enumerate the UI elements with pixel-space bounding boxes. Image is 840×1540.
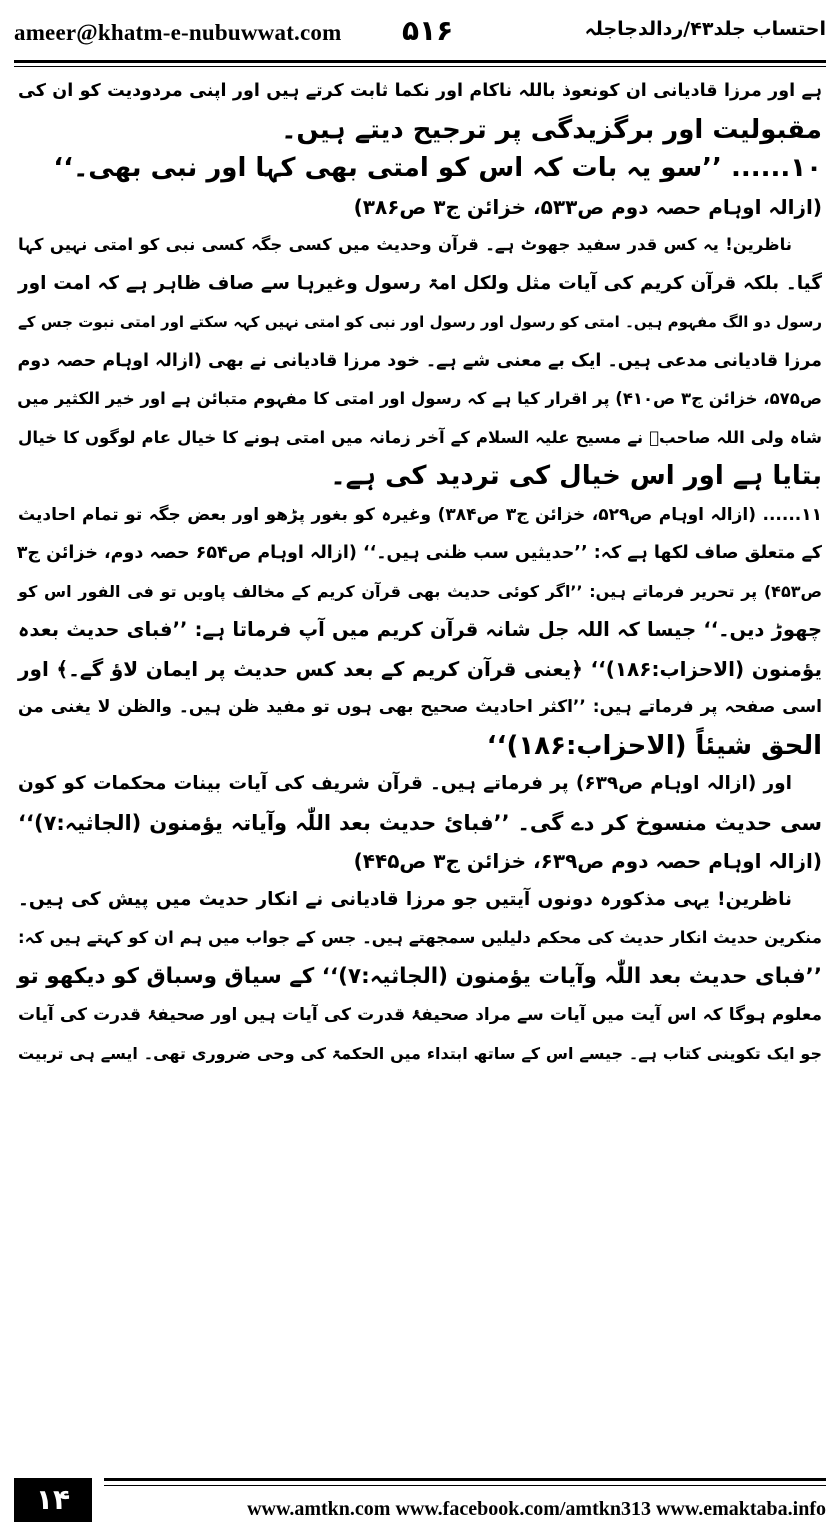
footer-websites: www.amtkn.com www.facebook.com/amtkn313 www.emaktaba.info xyxy=(247,1498,826,1520)
text-line: ناظرین! یہ کس قدر سفید جھوٹ ہے۔ قرآن وحدیث میں کسی جگہ کسی نبی کو امتی نہیں کہا xyxy=(18,235,792,254)
numbered-item-10: ۱۰...... ’’سو یہ بات کہ اس کو امتی بھی کہا اور نبی بھی۔‘‘ xyxy=(53,153,822,183)
body-text xyxy=(18,72,822,1462)
text-line: مقبولیت اور برگزیدگی پر ترجیح دیتے ہیں۔ xyxy=(281,114,822,145)
text-line: ص۵۷۵، خزائن ج۳ ص۴۱۰) پر اقرار کیا ہے کہ رسول اور امتی کا مفہوم متبائن ہے اور خیر الکثیر میں xyxy=(17,389,822,408)
reference-line: (ازالہ اوہام حصہ دوم ص۶۳۹، خزائن ج۳ ص۴۴۵) xyxy=(353,849,822,873)
footer-rule-thin xyxy=(104,1485,826,1486)
text-line: گیا۔ بلکہ قرآن کریم کی آیات مثل ولکل امۃ رسول وغیرہا سے صاف ظاہر ہے کہ امت اور xyxy=(18,272,822,294)
text-line: یؤمنون (الاحزاب:۱۸۶)‘‘ ﴿یعنی قرآن کریم کے بعد کس حدیث پر ایمان لاؤ گے۔﴾ اور xyxy=(18,656,822,681)
text-line: اور (ازالہ اوہام ص۶۳۹) پر فرماتے ہیں۔ قرآن شریف کی آیات بینات محکمات کو کون xyxy=(18,773,792,794)
running-title: احتساب جلد۴۳/ردالدجاجلہ xyxy=(584,18,826,40)
text-line: سی حدیث منسوخ کر دے گی۔ ’’فبایٔ حدیث بعد اللّٰہ وآیاتہ یؤمنون (الجاثیہ:۷)‘‘ xyxy=(18,810,822,835)
text-line: معلوم ہوگا کہ اس آیت میں آیات سے مراد صحیفۂ قدرت کی آیات ہیں اور صحیفۂ قدرت کی آیات xyxy=(18,1005,822,1025)
footer-page-number: ۱۴ xyxy=(14,1478,92,1522)
header-rule-thin xyxy=(14,66,826,67)
text-line: رسول دو الگ مفہوم ہیں۔ امتی کو رسول اور رسول اور نبی کو امتی نہیں کہہ سکتے اور امتی نبوت جس کے xyxy=(18,313,822,331)
text-line: ناظرین! یہی مذکورہ دونوں آیتیں جو مرزا قادیانی نے انکار حدیث میں پیش کی ہیں۔ xyxy=(18,888,792,910)
text-line: بتایا ہے اور اس خیال کی تردید کی ہے۔ xyxy=(330,461,822,491)
text-line: کے متعلق صاف لکھا ہے کہ: ’’حدیثیں سب ظنی ہیں۔‘‘ (ازالہ اوہام ص۶۵۴ حصہ دوم، خزائن ج۳ xyxy=(16,543,822,563)
text-line: شاہ ولی اللہ صاحبؒ نے مسیح علیہ السلام کے آخر زمانہ میں امتی ہونے کا خیال عام لوگوں کا خیال xyxy=(18,427,822,447)
text-line: مرزا قادیانی مدعی ہیں۔ ایک بے معنی شے ہے۔ خود مرزا قادیانی نے بھی (ازالہ اوہام حصہ دوم xyxy=(17,350,822,371)
header-rule xyxy=(14,60,826,63)
text-line: جو ایک تکوینی کتاب ہے۔ جیسے اس کے ساتھ ابتداء میں الحکمۃ کی وحی ضروری تھی۔ ایسے ہی تربیت xyxy=(18,1043,822,1063)
text-line: منکرین حدیث انکار حدیث کی محکم دلیلیں سمجھتے ہیں۔ جس کے جواب میں ہم ان کو کہتے ہیں کہ: xyxy=(18,928,822,947)
page-header xyxy=(14,14,826,60)
header-page-number: ۵۱۶ xyxy=(402,14,454,47)
text-line: ص۴۵۳) پر تحریر فرماتے ہیں: ’’اگر کوئی حدیث بھی قرآن کریم کے مخالف پاویں تو فی الفور اس کو xyxy=(18,581,822,601)
text-line: ’’فبای حدیث بعد اللّٰہ وآیات یؤمنون (الجاثیہ:۷)‘‘ کے سیاق وسباق کو دیکھو تو xyxy=(17,963,822,989)
numbered-item-11: ۱۱...... (ازالہ اوہام ص۵۲۹، خزائن ج۳ ص۳۸۴) وغیرہ کو بغور پڑھو اور بعض جگہ تو تمام احادیث xyxy=(18,504,822,525)
header-email: ameer@khatm-e-nubuwwat.com xyxy=(14,20,342,45)
footer-rule xyxy=(104,1478,826,1481)
text-line: ہے اور مرزا قادیانی ان کونعوذ باللہ ناکام اور نکما ثابت کرتے ہیں اور اپنی مردودیت کو ان کی xyxy=(18,81,822,101)
page-footer xyxy=(14,1478,826,1530)
text-line: الحق شیئاً (الاحزاب:۱۸۶)‘‘ xyxy=(486,730,822,761)
text-line: اسی صفحہ پر فرماتے ہیں: ’’اکثر احادیث صحیح بھی ہوں تو مفید ظن ہیں۔ والظن لا یغنی من xyxy=(18,697,822,717)
reference-line: (ازالہ اوہام حصہ دوم ص۵۳۳، خزائن ج۳ ص۳۸۶) xyxy=(353,194,822,219)
text-line: چھوڑ دیں۔‘‘ جیسا کہ اللہ جل شانہ قرآن کریم میں آپ فرماتا ہے: ’’فبای حدیث بعدہ xyxy=(18,618,822,641)
